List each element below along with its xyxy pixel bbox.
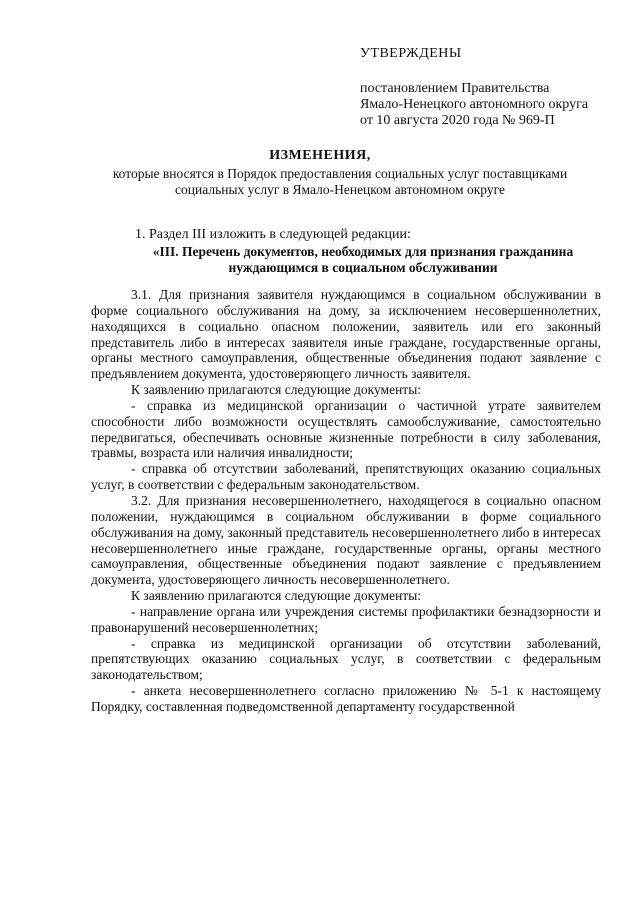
document-body	[91, 287, 601, 715]
approval-block	[360, 46, 620, 129]
approval-line: Ямало-Ненецкого автономного округа	[360, 97, 589, 112]
approval-line: постановлением Правительства	[360, 81, 550, 96]
paragraph: - справка из медицинской организации о частичной утрате заявителем способности либо возможности осуществлять самообслуживание, самостоятельно передвигаться, обеспечивать основные жизненные потребности в силу заболевания, травмы, возраста или наличия инвалидности;	[91, 397, 601, 461]
document-title: ИЗМЕНЕНИЯ,	[269, 148, 371, 163]
approval-line: от 10 августа 2020 года № 969-П	[360, 113, 555, 128]
paragraph: - анкета несовершеннолетнего согласно приложению № 5-1 к настоящему Порядку, составленная подведомственной департаменту государственной	[91, 683, 601, 714]
paragraph: 3.2. Для признания несовершеннолетнего, находящегося в социально опасном положении, нуждающимся в социальном обслуживании в форме социального обслуживания на дому, законный представитель несовершеннолетнего либо в интересах несовершеннолетнего иные граждане, государственные органы, органы местного самоуправления, общественные объединения подают заявление с предъявлением документа, удостоверяющего личность несовершеннолетнего.	[91, 492, 601, 588]
paragraph: К заявлению прилагаются следующие документы:	[131, 588, 422, 604]
paragraph: - справка об отсутствии заболеваний, препятствующих оказанию социальных услуг, в соответствии с федеральным законодательством.	[91, 461, 601, 493]
approval-heading: УТВЕРЖДЕНЫ	[360, 46, 462, 61]
document-subtitle: которые вносятся в Порядок предоставления социальных услуг поставщиками социальных услуг в Ямало-Ненецком автономном округе	[112, 166, 568, 197]
paragraph: - справка из медицинской организации об отсутствии заболеваний, препятствующих оказанию социальных услуг, в соответствии с федеральным законодательством;	[91, 635, 601, 683]
section-intro: 1. Раздел III изложить в следующей редакции:	[135, 227, 411, 242]
paragraph: - направление органа или учреждения системы профилактики безнадзорности и правонарушений несовершеннолетних;	[91, 603, 601, 635]
section-title: «III. Перечень документов, необходимых для признания гражданина нуждающимся в социальном обслуживании	[152, 244, 574, 275]
paragraph: 3.1. Для признания заявителя нуждающимся в социальном обслуживании в форме социального обслуживания на дому, за исключением несовершеннолетних, находящихся в социально опасном положении, заявитель или его законный представитель либо в интересах заявителя иные граждане, государственные органы, органы местного самоуправления, общественные объединения подают заявление с предъявлением документа, удостоверяющего личность заявителя.	[91, 287, 601, 382]
paragraph: К заявлению прилагаются следующие документы:	[131, 382, 422, 398]
